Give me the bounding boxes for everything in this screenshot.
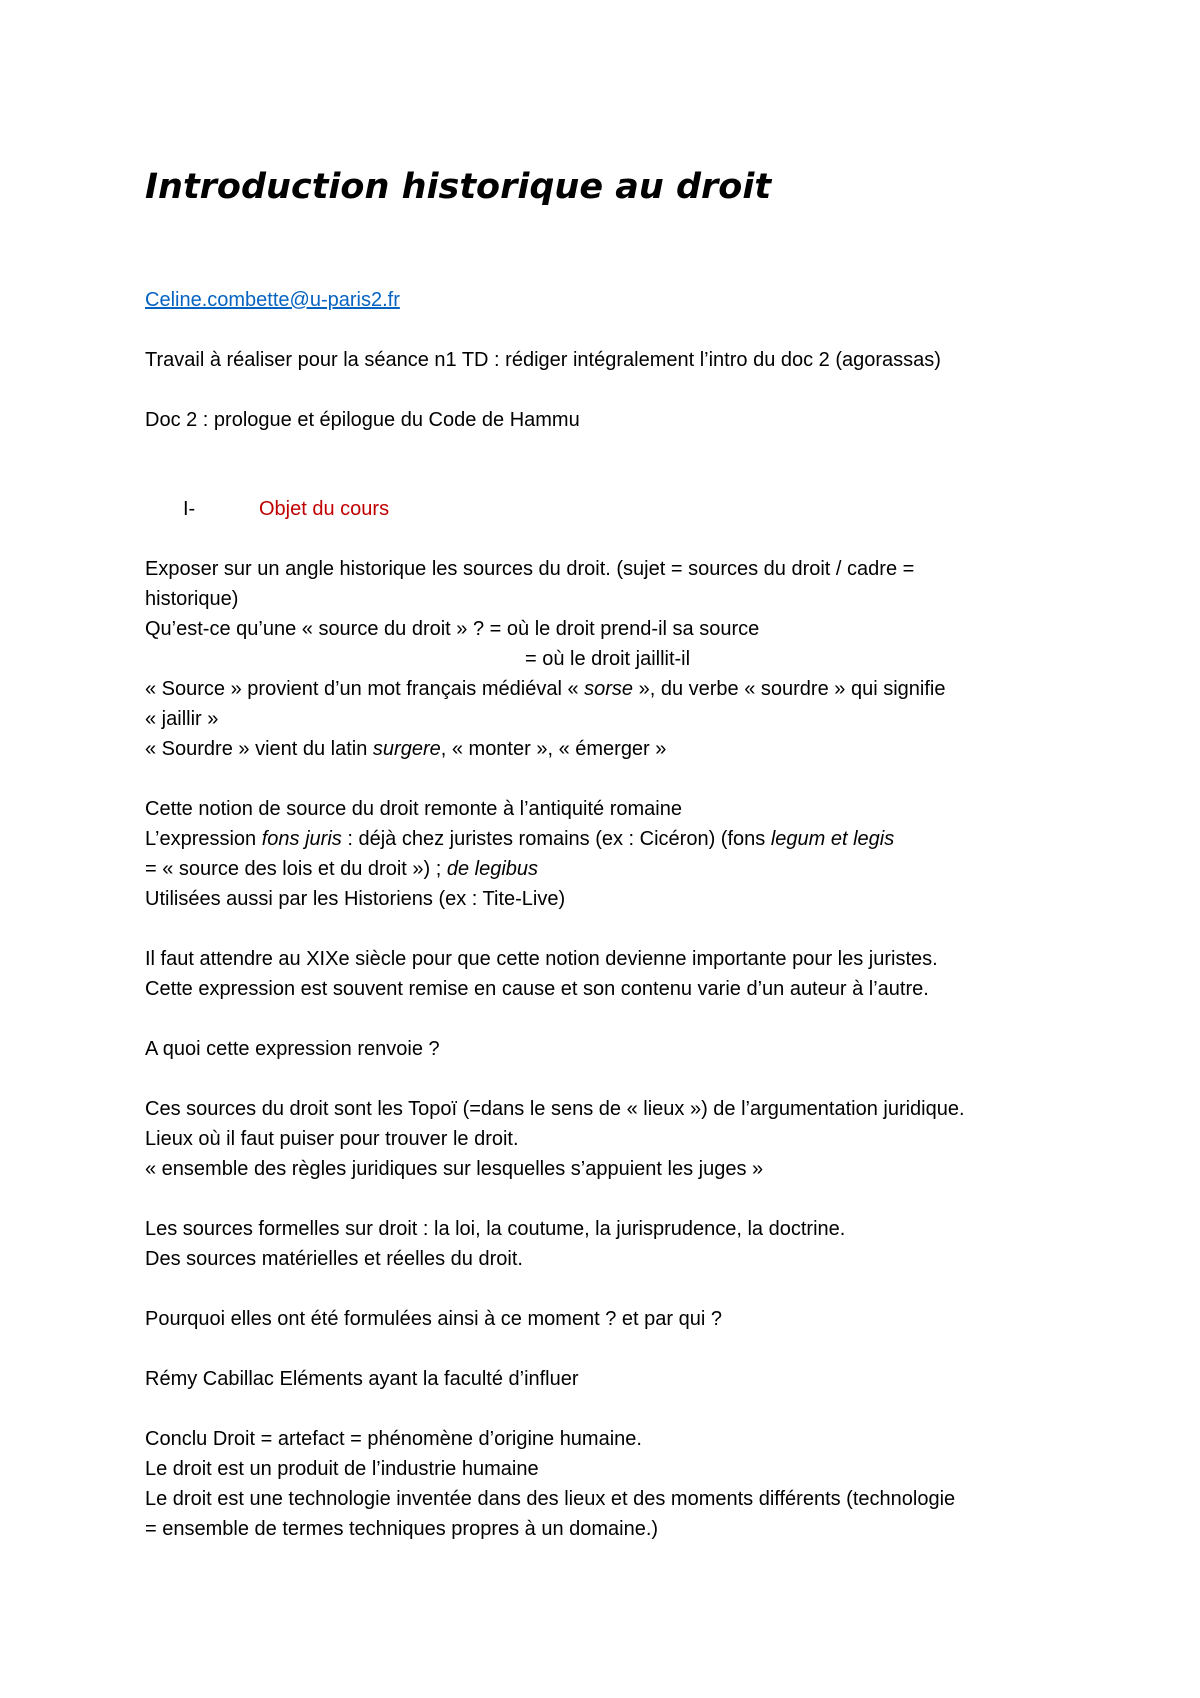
section-number: I- [183, 498, 196, 520]
paragraph-line: Exposer sur un angle historique les sources du droit. (sujet = sources du droit / cadre = [145, 558, 915, 580]
document-body [145, 285, 1065, 1544]
italic-run: sorse [584, 678, 634, 700]
text-run: = « source des lois et du droit ») ; [145, 858, 447, 880]
spacer [145, 315, 1065, 345]
paragraph-line: Il faut attendre au XIXe siècle pour que cette notion devienne importante pour les juristes. [145, 948, 938, 970]
paragraph-line: Les sources formelles sur droit : la loi, la coutume, la jurisprudence, la doctrine. [145, 1218, 846, 1240]
section-heading [145, 494, 1065, 524]
paragraph-line: « ensemble des règles juridiques sur lesquelles s’appuient les juges » [145, 1158, 764, 1180]
paragraph-line: Ces sources du droit sont les Topoï (=dans le sens de « lieux ») de l’argumentation juridique. [145, 1098, 965, 1120]
text-run: : déjà chez juristes romains (ex : Cicéron) (fons [341, 828, 771, 850]
paragraph-line: Pourquoi elles ont été formulées ainsi à ce moment ? et par qui ? [145, 1308, 722, 1330]
document-title: Introduction historique au droit [145, 167, 772, 207]
doc2-line: Doc 2 : prologue et épilogue du Code de Hammu [145, 409, 580, 431]
paragraph-line: = où le droit jaillit-il [525, 648, 691, 670]
email-line [145, 285, 1065, 315]
italic-run: surgere [372, 738, 441, 760]
spacer [145, 1394, 1065, 1424]
spacer [145, 1184, 1065, 1214]
section-title: Objet du cours [259, 498, 390, 520]
text-run: « Sourdre » vient du latin [145, 738, 373, 760]
text-run: , « monter », « émerger » [440, 738, 667, 760]
paragraph-line: Cette notion de source du droit remonte à l’antiquité romaine [145, 798, 682, 820]
assignment-line: Travail à réaliser pour la séance n1 TD : rédiger intégralement l’intro du doc 2 (agorassas) [145, 349, 941, 371]
spacer [145, 1274, 1065, 1304]
paragraph-line: Le droit est une technologie inventée dans des lieux et des moments différents (technologie [145, 1488, 956, 1510]
italic-run: legum et legis [770, 828, 895, 850]
paragraph-line: Conclu Droit = artefact = phénomène d’origine humaine. [145, 1428, 642, 1450]
text-run: », du verbe « sourdre » qui signifie [633, 678, 946, 700]
italic-run: de legibus [446, 858, 539, 880]
paragraph-line: historique) [145, 588, 239, 610]
spacer [145, 1004, 1065, 1034]
paragraph-line [145, 824, 1065, 854]
email-link[interactable]: Celine.combette@u-paris2.fr [145, 289, 400, 311]
paragraph-line: Cette expression est souvent remise en cause et son contenu varie d’un auteur à l’autre. [145, 978, 929, 1000]
spacer [145, 524, 1065, 554]
paragraph-line [145, 734, 1065, 764]
spacer [145, 435, 1065, 494]
paragraph-line: = ensemble de termes techniques propres à un domaine.) [145, 1518, 659, 1540]
paragraph-line: Utilisées aussi par les Historiens (ex : Tite-Live) [145, 888, 566, 910]
text-run: L’expression [145, 828, 262, 850]
spacer [145, 1064, 1065, 1094]
paragraph-line [145, 854, 1065, 884]
spacer [145, 1334, 1065, 1364]
paragraph-line [145, 674, 1065, 704]
paragraph-line: Le droit est un produit de l’industrie humaine [145, 1458, 539, 1480]
spacer [145, 764, 1065, 794]
paragraph-line: Lieux où il faut puiser pour trouver le droit. [145, 1128, 519, 1150]
spacer [145, 375, 1065, 405]
paragraph-line: Des sources matérielles et réelles du droit. [145, 1248, 523, 1270]
paragraph-line: Qu’est-ce qu’une « source du droit » ? = où le droit prend-il sa source [145, 618, 760, 640]
text-run: « Source » provient d’un mot français médiéval « [145, 678, 585, 700]
spacer [145, 914, 1065, 944]
paragraph-line: A quoi cette expression renvoie ? [145, 1038, 440, 1060]
paragraph-line: « jaillir » [145, 708, 219, 730]
paragraph-line: Rémy Cabillac Eléments ayant la faculté d’influer [145, 1368, 579, 1390]
italic-run: fons juris [261, 828, 342, 850]
